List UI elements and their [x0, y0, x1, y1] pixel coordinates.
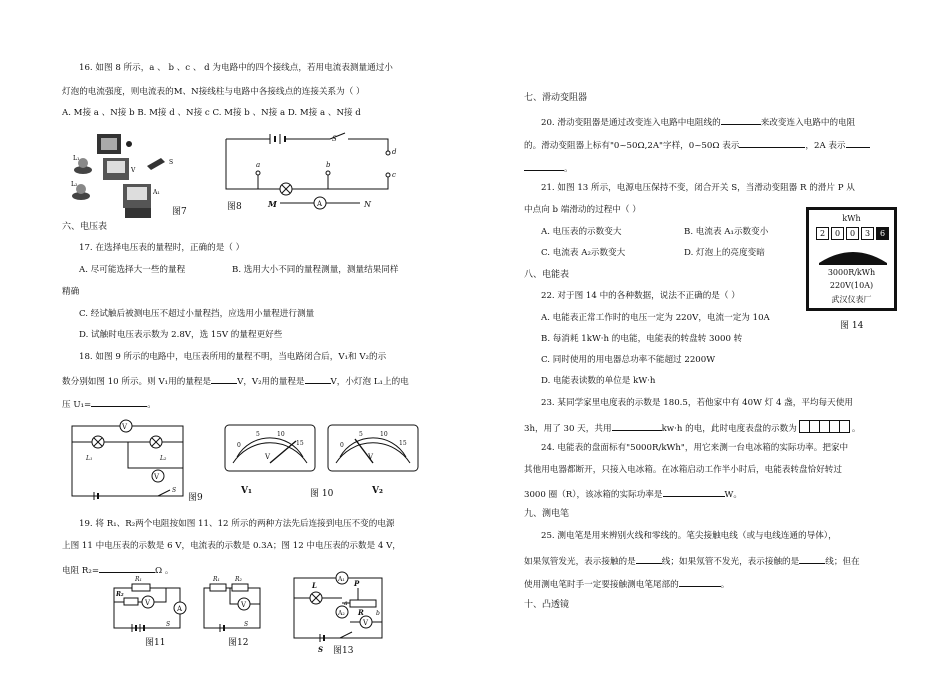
q24-line3	[524, 487, 742, 501]
svg-text:S: S	[169, 159, 174, 166]
meter-maker: 武汉仪表厂	[831, 295, 872, 304]
svg-text:L₂: L₂	[160, 455, 167, 462]
svg-text:V: V	[154, 473, 160, 481]
q19-line1: 19. 将 R₁、R₂两个电阻按如图 11、12 所示的两种方法先后连接到电压不变的电源	[79, 519, 395, 529]
q25-blank-neutral[interactable]	[799, 554, 825, 564]
svg-text:R₁: R₁	[135, 576, 142, 583]
fig14-caption: 图 14	[840, 321, 864, 331]
q20-line2-a: 的。滑动变阻器上标有"0~50Ω,2A"字样，0~50Ω 表示	[524, 141, 740, 151]
q20-blank-current-cont[interactable]	[524, 161, 564, 171]
q25-line1: 25. 测电笔是用来辨别火线和零线的。笔尖接触电线（或与电线连通的导体），	[541, 531, 837, 541]
energy-meter-figure	[806, 207, 897, 311]
q20-line1-a: 20. 滑动变阻器是通过改变连入电路中电阻线的	[541, 118, 721, 128]
svg-text:10: 10	[380, 431, 388, 438]
svg-text:a: a	[256, 161, 261, 169]
svg-text:S: S	[332, 135, 337, 143]
q23-line2-b: kw·h 的电，此时电度表盘的示数为	[661, 424, 797, 434]
q22-option-d: D. 电能表读数的单位是 kW·h	[541, 376, 656, 386]
q16-line1: 16. 如图 8 所示，a 、 b 、c 、 d 为电路中的四个接线点，若用电流表测量通过小	[79, 63, 393, 73]
q20-line3	[524, 161, 573, 175]
q22-option-c: C. 同时使用的用电器总功率不能超过 2200W	[541, 355, 716, 365]
q24-line3-b: W。	[724, 490, 742, 500]
q25-line2-a: 如果氖管发光，表示接触的是	[524, 557, 636, 567]
q18-line1: 18. 如图 9 所示的电路中，电压表所用的量程不明，当电路闭合后，V₁和 V₂的示	[79, 352, 387, 362]
svg-text:L₁: L₁	[73, 155, 80, 162]
fig8-caption: 图8	[227, 202, 242, 212]
fig11-caption: 图11	[145, 638, 166, 648]
svg-text:c: c	[392, 171, 396, 179]
svg-text:15: 15	[399, 440, 407, 447]
q20-blank-length[interactable]	[721, 115, 761, 125]
q24-blank-power[interactable]	[663, 487, 725, 497]
q22-stem: 22. 对于图 14 中的各种数据，说法不正确的是（ ）	[541, 291, 740, 301]
svg-text:L: L	[312, 581, 317, 590]
q17-option-a: A. 尽可能选择大一些的量程	[79, 265, 186, 275]
svg-text:5: 5	[256, 431, 260, 438]
meter-v1-label: V₁	[241, 486, 252, 496]
svg-text:a: a	[344, 600, 348, 607]
q19-line2: 上图 11 中电压表的示数是 6 V，电流表的示数是 0.3A；图 12 中电压表的示数是 4 V，	[62, 541, 401, 551]
meter-digit: 0	[846, 227, 859, 240]
section-8-title: 八、电能表	[524, 270, 570, 280]
figure-10	[223, 423, 423, 483]
q21-option-d: D. 灯泡上的亮度变暗	[684, 248, 765, 258]
svg-text:L₂: L₂	[71, 181, 78, 188]
svg-text:S: S	[172, 487, 177, 494]
q20-line1	[541, 115, 855, 129]
q17-option-c: C. 经试触后被测电压不超过小量程挡，应选用小量程进行测量	[79, 309, 315, 319]
q20-line2-b: ，2A 表示	[805, 141, 846, 151]
meter-digit: 2	[816, 227, 829, 240]
q17-option-d: D. 试触时电压表示数为 2.8V，选 15V 的量程更好些	[79, 330, 283, 340]
q21-option-b: B. 电流表 A₁示数变小	[684, 227, 769, 237]
figure-12	[200, 576, 268, 634]
q22-option-b: B. 每消耗 1kW·h 的电能，电能表的转盘转 3000 转	[541, 334, 743, 344]
q18-line2-a: 数分别如图 10 所示。则 V₁用的量程是	[62, 377, 212, 387]
svg-text:15: 15	[296, 440, 304, 447]
svg-text:A₁: A₁	[153, 189, 160, 196]
fig9-caption: 图9	[188, 493, 203, 503]
meter-rate: 3000R/kWh	[827, 268, 876, 277]
q19-line3-a: 电阻 R₂=	[62, 566, 100, 576]
q23-blank-energy[interactable]	[612, 421, 662, 431]
fig7-caption: 图7	[172, 207, 187, 217]
q25-line2-c: 线；但在	[825, 557, 860, 567]
meter-digit: 6	[876, 227, 889, 240]
q21-line1: 21. 如图 13 所示，电源电压保持不变，闭合开关 S，当滑动变阻器 R 的滑片 P 从	[541, 183, 855, 193]
svg-text:10: 10	[277, 431, 285, 438]
meter-v2-label: V₂	[372, 486, 383, 496]
svg-text:P: P	[354, 579, 360, 588]
q25-blank-tail[interactable]	[679, 577, 721, 587]
fig13-caption: 图13	[333, 646, 354, 656]
q18-blank-v2-range[interactable]	[305, 374, 331, 384]
q23-line2-a: 3h，用了 30 天，共用	[524, 424, 612, 434]
svg-text:V: V	[265, 453, 271, 461]
q19-line3-b: Ω 。	[155, 566, 174, 576]
q21-line2: 中点向 b 端滑动的过程中（ ）	[524, 205, 641, 215]
section-9-title: 九、测电笔	[524, 509, 570, 519]
meter-unit: kWh	[842, 214, 861, 223]
q19-blank-r2[interactable]	[99, 563, 155, 573]
svg-text:M: M	[268, 199, 277, 209]
q23-line2	[524, 420, 860, 437]
q25-line3-a: 使用测电笔时手一定要接触测电笔尾部的	[524, 580, 679, 590]
q18-line2	[62, 374, 409, 388]
q17-stem: 17. 在选择电压表的量程时，正确的是（ ）	[79, 243, 245, 253]
meter-rating: 220V(10A)	[829, 281, 874, 290]
q20-blank-current[interactable]	[846, 138, 870, 148]
q23-line1: 23. 某同学家里电度表的示数是 180.5，若他家中有 40W 灯 4 盏，平均每天使用	[541, 398, 853, 408]
svg-text:b: b	[376, 610, 380, 617]
svg-text:S: S	[318, 645, 324, 654]
svg-text:A: A	[177, 605, 183, 613]
figure-8	[220, 127, 420, 212]
svg-text:5: 5	[359, 431, 363, 438]
svg-text:b: b	[326, 161, 331, 169]
q18-line2-c: V，小灯泡 L₁上的电	[330, 377, 409, 387]
q17-option-b: B. 选用大小不同的量程测量，测量结果同样	[232, 265, 399, 275]
q19-line3	[62, 563, 174, 577]
svg-text:0: 0	[237, 442, 241, 449]
q18-line2-b: V，V₂用的量程是	[237, 377, 305, 387]
q18-blank-v1-range[interactable]	[211, 374, 237, 384]
fig12-caption: 图12	[228, 638, 249, 648]
q16-line2: 灯泡的电流强度，则电流表的M、N接线柱与电路中各接线点的连接关系为（ ）	[62, 87, 365, 97]
svg-text:A₁: A₁	[338, 576, 345, 583]
q17-option-b-cont: 精确	[62, 287, 80, 297]
svg-text:R: R	[358, 608, 364, 617]
q20-line1-b: 来改变连入电路中的电阻	[760, 118, 856, 128]
q22-option-a: A. 电能表正常工作时的电压一定为 220V，电流一定为 10A	[541, 313, 770, 323]
fig10-caption: 图 10	[310, 489, 334, 499]
meter-digits	[816, 227, 889, 240]
svg-text:R₂: R₂	[116, 591, 124, 598]
svg-text:R₂: R₂	[235, 576, 242, 583]
svg-text:V: V	[145, 599, 151, 607]
svg-text:V: V	[131, 167, 136, 174]
q23-digit-boxes[interactable]	[799, 420, 850, 437]
q20-blank-range[interactable]	[739, 138, 805, 148]
svg-text:S: S	[166, 621, 171, 628]
q25-line2-b: 线；如果氖管不发光，表示接触的是	[661, 557, 800, 567]
q20-line3-b: 。	[564, 164, 573, 174]
q18-blank-u1[interactable]	[91, 397, 147, 407]
q25-line3-b: 。	[720, 580, 730, 590]
q21-option-a: A. 电压表的示数变大	[541, 227, 622, 237]
q21-option-c: C. 电流表 A₂示数变大	[541, 248, 626, 258]
figure-9	[68, 420, 208, 502]
svg-text:S: S	[244, 621, 249, 628]
q16-options: A. M接 a 、N接 b B. M接 d 、N接 c C. M接 b 、N接 a D. M接 a 、N接 d	[62, 108, 361, 118]
q24-line3-a: 3000 圈（R），该冰箱的实际功率是	[524, 490, 663, 500]
svg-text:V: V	[363, 619, 369, 627]
svg-text:N: N	[364, 200, 371, 209]
q25-blank-live[interactable]	[636, 554, 662, 564]
meter-digit: 0	[831, 227, 844, 240]
svg-text:L₁: L₁	[86, 455, 93, 462]
meter-digit: 3	[861, 227, 874, 240]
q25-line3	[524, 577, 729, 591]
svg-text:d: d	[392, 148, 397, 156]
q25-line2	[524, 554, 860, 568]
svg-text:R₁: R₁	[213, 576, 220, 583]
q24-line1: 24. 电能表的盘面标有"5000R/kWh"，用它来测一台电冰箱的实际功率。把家中	[541, 443, 849, 453]
meter-dial-icon	[817, 243, 889, 265]
section-6-title: 六、电压表	[62, 222, 108, 232]
svg-text:A: A	[317, 200, 323, 208]
q23-line2-c: 。	[851, 424, 861, 434]
q24-line2: 其他用电器都断开，只接入电冰箱。在冰箱启动工作半小时后，电能表转盘恰好转过	[524, 465, 842, 475]
q18-line3	[62, 397, 156, 411]
svg-text:A₂: A₂	[338, 610, 345, 617]
svg-text:V: V	[368, 453, 374, 461]
svg-text:V: V	[241, 601, 247, 609]
svg-text:0: 0	[340, 442, 344, 449]
section-7-title: 七、滑动变阻器	[524, 93, 588, 103]
q20-line2	[524, 138, 870, 152]
q18-line3-b: 。	[147, 400, 156, 410]
svg-text:V: V	[122, 423, 128, 431]
section-10-title: 十、凸透镜	[524, 600, 570, 610]
figure-11	[110, 576, 192, 634]
q18-line3-a: 压 U₁=	[62, 400, 92, 410]
